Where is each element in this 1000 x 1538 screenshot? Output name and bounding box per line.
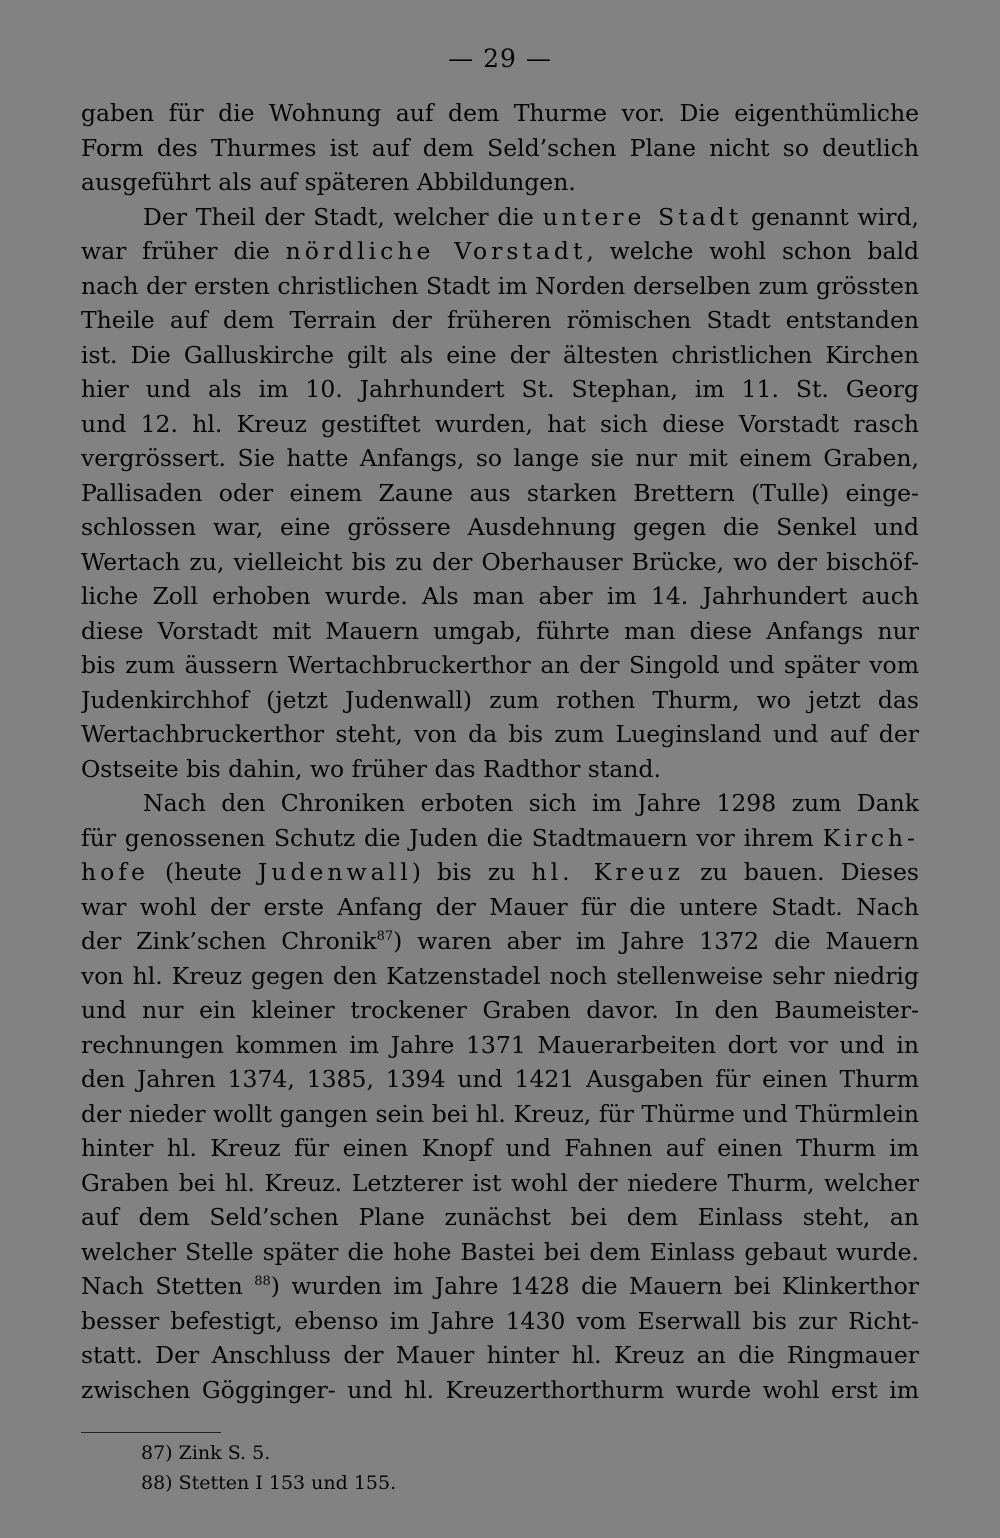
text-run: der Zink’schen Chronik <box>81 927 377 955</box>
emphasized-text: untere Stadt <box>542 202 743 231</box>
text-line <box>81 752 919 787</box>
footnote-separator <box>81 1432 221 1433</box>
text-line <box>81 1338 919 1373</box>
text-run: bis zum äussern Wertachbruckerthor an der Singold und später vom <box>81 651 919 679</box>
text-run: zwischen Gögginger- und hl. Kreuzerthorthurm wurde wohl erst im <box>81 1375 919 1404</box>
text-line <box>81 1373 919 1408</box>
text-line <box>81 303 919 338</box>
text-line <box>81 1097 919 1132</box>
text-run: ) waren aber im Jahre 1372 die Mauern <box>393 927 919 955</box>
text-line <box>81 407 919 442</box>
text-run: hinter hl. Kreuz für einen Knopf und Fahnen auf einen Thurm im <box>81 1134 919 1162</box>
text-run: und nur ein kleiner trockener Graben davor. In den Baumeister- <box>81 996 919 1024</box>
text-run: Nach Stetten <box>81 1272 255 1300</box>
text-line <box>81 821 919 856</box>
text-run: für genossenen Schutz die Juden die Stadtmauern vor ihrem <box>81 823 823 852</box>
text-line <box>81 959 919 994</box>
text-run: Ostseite bis dahin, wo früher das Radthor stand. <box>81 754 661 783</box>
text-run: welcher Stelle später die hohe Bastei bei dem Einlass gebaut wurde. <box>81 1237 919 1266</box>
text-line <box>81 441 919 476</box>
text-run: ausgeführt als auf späteren Abbildungen. <box>81 168 576 196</box>
text-run: Wertach zu, vielleicht bis zu der Oberhauser Brücke, wo der bischöf- <box>81 547 919 576</box>
page-number: — 29 — <box>448 44 552 73</box>
text-run: statt. Der Anschluss der Mauer hinter hl. Kreuz an die Ringmauer <box>81 1341 919 1369</box>
text-run: nach der ersten christlichen Stadt im Norden derselben zum grössten <box>81 271 919 300</box>
text-run: Wertachbruckerthor steht, von da bis zum Lueginsland und auf der <box>81 720 919 748</box>
text-run: Theile auf dem Terrain der früheren römischen Stadt entstanden <box>81 306 919 334</box>
text-line <box>81 200 919 235</box>
text-line <box>81 545 919 580</box>
text-run: ist. Die Galluskirche gilt als eine der ältesten christlichen Kirchen <box>81 340 919 369</box>
text-line <box>81 1028 919 1063</box>
text-line <box>81 96 919 131</box>
footnote: 88) Stetten I 153 und 155. <box>141 1472 397 1494</box>
text-line <box>81 786 919 821</box>
text-run: diese Vorstadt mit Mauern umgab, führte man diese Anfangs nur <box>81 616 919 645</box>
footnote-ref: 88 <box>254 1274 271 1290</box>
body-text <box>81 96 919 1407</box>
text-run: liche Zoll erhoben wurde. Als man aber im 14. Jahrhundert auch <box>81 582 919 610</box>
text-line <box>81 1200 919 1235</box>
text-run: war früher die <box>81 237 286 265</box>
text-line <box>81 1304 919 1339</box>
text-line <box>81 1166 919 1201</box>
text-run: ) bis zu <box>411 858 532 886</box>
text-run: von hl. Kreuz gegen den Katzenstadel noch stellenweise sehr niedrig <box>81 961 919 990</box>
text-line <box>81 614 919 649</box>
footnote-ref: 87 <box>376 929 394 945</box>
text-run: auf dem Seld’schen Plane zunächst bei dem Einlass steht, an <box>81 1203 919 1231</box>
emphasized-text: Kirch- <box>822 823 919 852</box>
text-run: zu bauen. Dieses <box>684 858 919 886</box>
emphasized-text: hl. Kreuz <box>531 858 684 886</box>
text-line <box>81 510 919 545</box>
text-run: gaben für die Wohnung auf dem Thurme vor. Die eigenthümliche <box>81 99 919 127</box>
text-run: war wohl der erste Anfang der Mauer für die untere Stadt. Nach <box>81 892 919 921</box>
text-line <box>81 234 919 269</box>
text-line <box>81 165 919 200</box>
text-run: Judenkirchhof (jetzt Judenwall) zum rothen Thurm, wo jetzt das <box>81 685 919 714</box>
text-run: vergrössert. Sie hatte Anfangs, so lange sie nur mit einem Graben, <box>81 444 919 472</box>
text-run: Der Theil der Stadt, welcher die <box>143 202 543 231</box>
text-run: rechnungen kommen im Jahre 1371 Mauerarbeiten dort vor und in <box>81 1030 919 1059</box>
text-line <box>81 924 919 959</box>
text-line <box>81 855 919 890</box>
text-run: Graben bei hl. Kreuz. Letzterer ist wohl der niedere Thurm, welcher <box>81 1168 919 1197</box>
text-line <box>81 131 919 166</box>
text-run: schlossen war, eine grössere Ausdehnung gegen die Senkel und <box>81 513 919 541</box>
text-line <box>81 1235 919 1270</box>
text-run: den Jahren 1374, 1385, 1394 und 1421 Ausgaben für einen Thurm <box>81 1065 919 1093</box>
text-run: und 12. hl. Kreuz gestiftet wurden, hat sich diese Vorstadt rasch <box>81 409 919 438</box>
text-run: der nieder wollt gangen sein bei hl. Kreuz, für Thürme und Thürmlein <box>81 1099 919 1128</box>
text-run: besser befestigt, ebenso im Jahre 1430 vom Eserwall bis zur Richt- <box>81 1306 919 1335</box>
text-line <box>81 890 919 925</box>
footnote: 87) Zink S. 5. <box>141 1442 271 1464</box>
text-line <box>81 717 919 752</box>
text-run: Pallisaden oder einem Zaune aus starken Brettern (Tulle) einge- <box>81 478 919 507</box>
text-run: genannt wird, <box>742 202 919 231</box>
text-run: Nach den Chroniken erboten sich im Jahre 1298 zum Dank <box>143 789 919 817</box>
text-line <box>81 1131 919 1166</box>
text-line <box>81 579 919 614</box>
emphasized-text: nördliche Vorstadt <box>285 237 587 265</box>
text-line <box>81 269 919 304</box>
text-run: hier und als im 10. Jahrhundert St. Stephan, im 11. St. Georg <box>81 375 919 403</box>
footnotes <box>141 1438 741 1498</box>
text-line <box>81 476 919 511</box>
emphasized-text: hofe <box>81 858 149 886</box>
emphasized-text: Judenwall <box>257 858 412 886</box>
text-run: (heute <box>148 858 258 886</box>
text-line <box>81 1269 919 1304</box>
text-line <box>81 372 919 407</box>
text-line <box>81 338 919 373</box>
text-line <box>81 683 919 718</box>
text-run: Form des Thurmes ist auf dem Seld’schen Plane nicht so deutlich <box>81 133 919 162</box>
text-line <box>81 1062 919 1097</box>
text-line <box>81 648 919 683</box>
text-run: ) wurden im Jahre 1428 die Mauern bei Klinkerthor <box>270 1272 919 1300</box>
text-run: , welche wohl schon bald <box>586 237 919 265</box>
text-line <box>81 993 919 1028</box>
